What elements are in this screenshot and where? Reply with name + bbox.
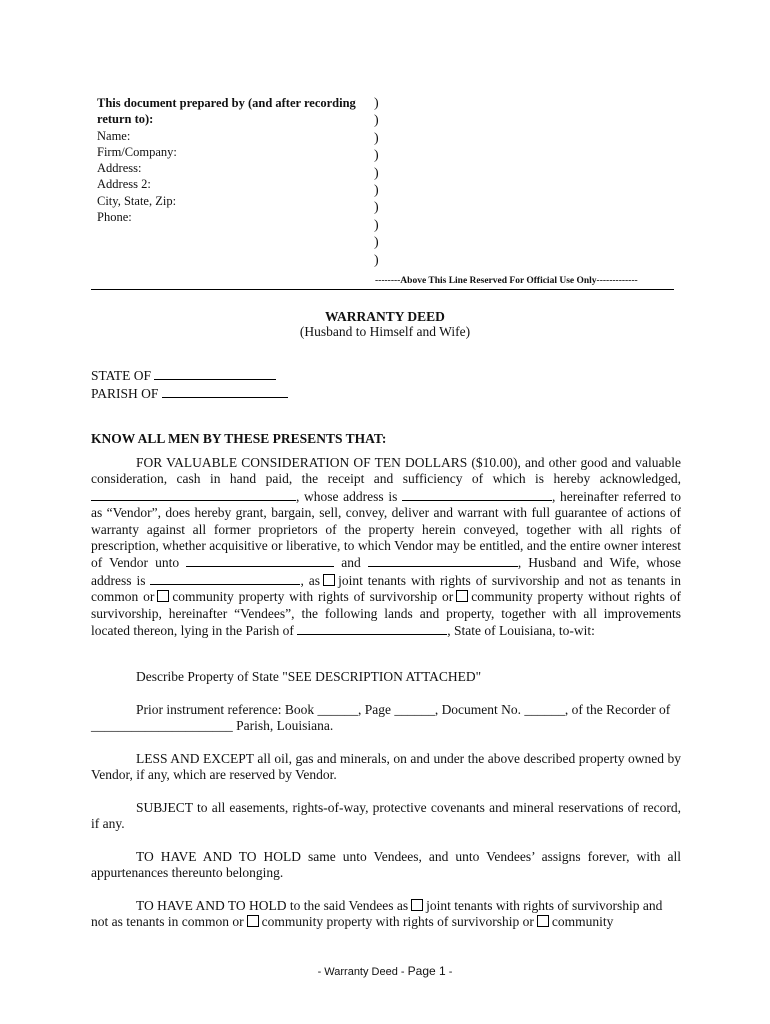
p1-text-6: , as xyxy=(300,572,321,588)
community-with-survivorship-checkbox-2[interactable] xyxy=(247,915,259,927)
state-label: STATE OF xyxy=(91,368,152,383)
document-title: WARRANTY DEED xyxy=(325,309,445,324)
paren: ) xyxy=(374,217,379,233)
p1-text-4: and xyxy=(341,555,361,571)
p1-text-7: joint tenants with rights of survivorship and not as tenants in common or xyxy=(91,572,682,605)
paren: ) xyxy=(374,130,379,146)
document-subtitle: (Husband to Himself and Wife) xyxy=(299,324,471,339)
prior-instrument-paragraph xyxy=(91,702,681,735)
vendor-address-blank[interactable] xyxy=(402,488,552,501)
preparer-block xyxy=(97,95,356,225)
habendum-paragraph: TO HAVE AND TO HOLD same unto Vendees, and unto Vendees’ assigns forever, with all appurtenances thereunto belonging. xyxy=(91,849,681,881)
footer-page-number: Page 1 xyxy=(407,964,446,978)
p1-text-1: FOR VALUABLE CONSIDERATION OF TEN DOLLARS ($10.00), and other good and valuable consideration, cash in hand paid, the receipt and sufficiency of which is hereby acknowledged, xyxy=(91,455,681,487)
parish-of-property-blank[interactable] xyxy=(297,622,447,635)
know-all-men-heading: KNOW ALL MEN BY THESE PRESENTS THAT: xyxy=(91,431,387,446)
habendum-vendees-paragraph xyxy=(91,898,681,931)
vendee-address-blank[interactable] xyxy=(150,572,300,585)
parish-blank[interactable] xyxy=(162,385,288,398)
p1-text-2: , whose address is xyxy=(296,488,398,504)
paren: ) xyxy=(374,113,379,129)
paren: ) xyxy=(374,183,379,199)
paren: ) xyxy=(374,200,379,216)
wife-name-blank[interactable] xyxy=(368,554,518,567)
community-without-survivorship-checkbox[interactable] xyxy=(456,590,468,602)
preparer-heading-line2: return to): xyxy=(97,112,154,127)
field-city-state-zip: City, State, Zip: xyxy=(97,193,177,208)
p1-text-8: community property with rights of survivorship or xyxy=(172,589,454,605)
prior-text-2: _____________________ Parish, Louisiana. xyxy=(91,718,334,734)
field-firm: Firm/Company: xyxy=(97,144,177,159)
joint-tenants-checkbox[interactable] xyxy=(323,574,335,586)
property-description: Describe Property of State "SEE DESCRIPTION ATTACHED" xyxy=(136,669,482,684)
vendor-name-blank[interactable] xyxy=(91,488,296,501)
paren: ) xyxy=(374,96,379,111)
field-name: Name: xyxy=(97,128,131,143)
field-address2: Address 2: xyxy=(97,177,151,192)
have2-text-4: community xyxy=(551,914,614,930)
prior-text-1: Prior instrument reference: Book ______, Page ______, Document No. ______, of the Recorder of xyxy=(136,702,671,717)
have2-text-1: TO HAVE AND TO HOLD to the said Vendees as xyxy=(136,898,409,913)
paren: ) xyxy=(374,252,379,268)
paren: ) xyxy=(374,148,379,164)
husband-name-blank[interactable] xyxy=(186,554,334,567)
divider-line xyxy=(91,289,674,290)
bracket-column xyxy=(374,95,379,269)
p1-text-9: community property without rights of survivorship, hereinafter “Vendees”, the following lands and property, together with all improvements located thereon, lying in the Parish of xyxy=(91,589,681,639)
community-checkbox-2[interactable] xyxy=(537,915,549,927)
p1-text-10: , State of Louisiana, to-wit: xyxy=(447,623,595,639)
footer-doc-name: - Warranty Deed - xyxy=(317,966,405,978)
field-address: Address: xyxy=(97,161,142,176)
have2-text-2: joint tenants with rights of survivorship and not as tenants in common or xyxy=(91,898,663,930)
official-use-notice: --------Above This Line Reserved For Official Use Only------------- xyxy=(375,276,638,286)
page-footer xyxy=(0,964,770,978)
parish-label: PARISH OF xyxy=(91,385,159,401)
state-blank[interactable] xyxy=(154,367,276,380)
have2-text-3: community property with rights of survivorship or xyxy=(261,914,534,930)
venue-block xyxy=(91,367,288,402)
preparer-heading-line1: This document prepared by (and after recording xyxy=(97,96,356,110)
p1-text-5: , Husband and Wife, whose address is xyxy=(91,555,681,588)
community-with-survivorship-checkbox[interactable] xyxy=(157,590,169,602)
subject-to-paragraph: SUBJECT to all easements, rights-of-way, protective covenants and mineral reservations of record, if any. xyxy=(91,800,681,832)
conveyance-paragraph xyxy=(91,455,681,639)
paren: ) xyxy=(374,165,379,181)
p1-text-3: , hereinafter referred to as “Vendor”, does hereby grant, bargain, sell, convey, deliver and warrant with full guarantee of actions of warranty against all former proprietors of the property herein conveyed, together with all rights of prescription, whether acquisitive or liberative, to which Vendor may be entitled, and the entire owner interest of Vendor unto xyxy=(91,488,681,571)
footer-dash: - xyxy=(448,966,453,978)
joint-tenants-checkbox-2[interactable] xyxy=(411,899,423,911)
paren: ) xyxy=(374,235,379,251)
less-and-except-paragraph: LESS AND EXCEPT all oil, gas and minerals, on and under the above described property owned by Vendor, if any, which are reserved by Vendor. xyxy=(91,751,681,783)
field-phone: Phone: xyxy=(97,210,132,225)
